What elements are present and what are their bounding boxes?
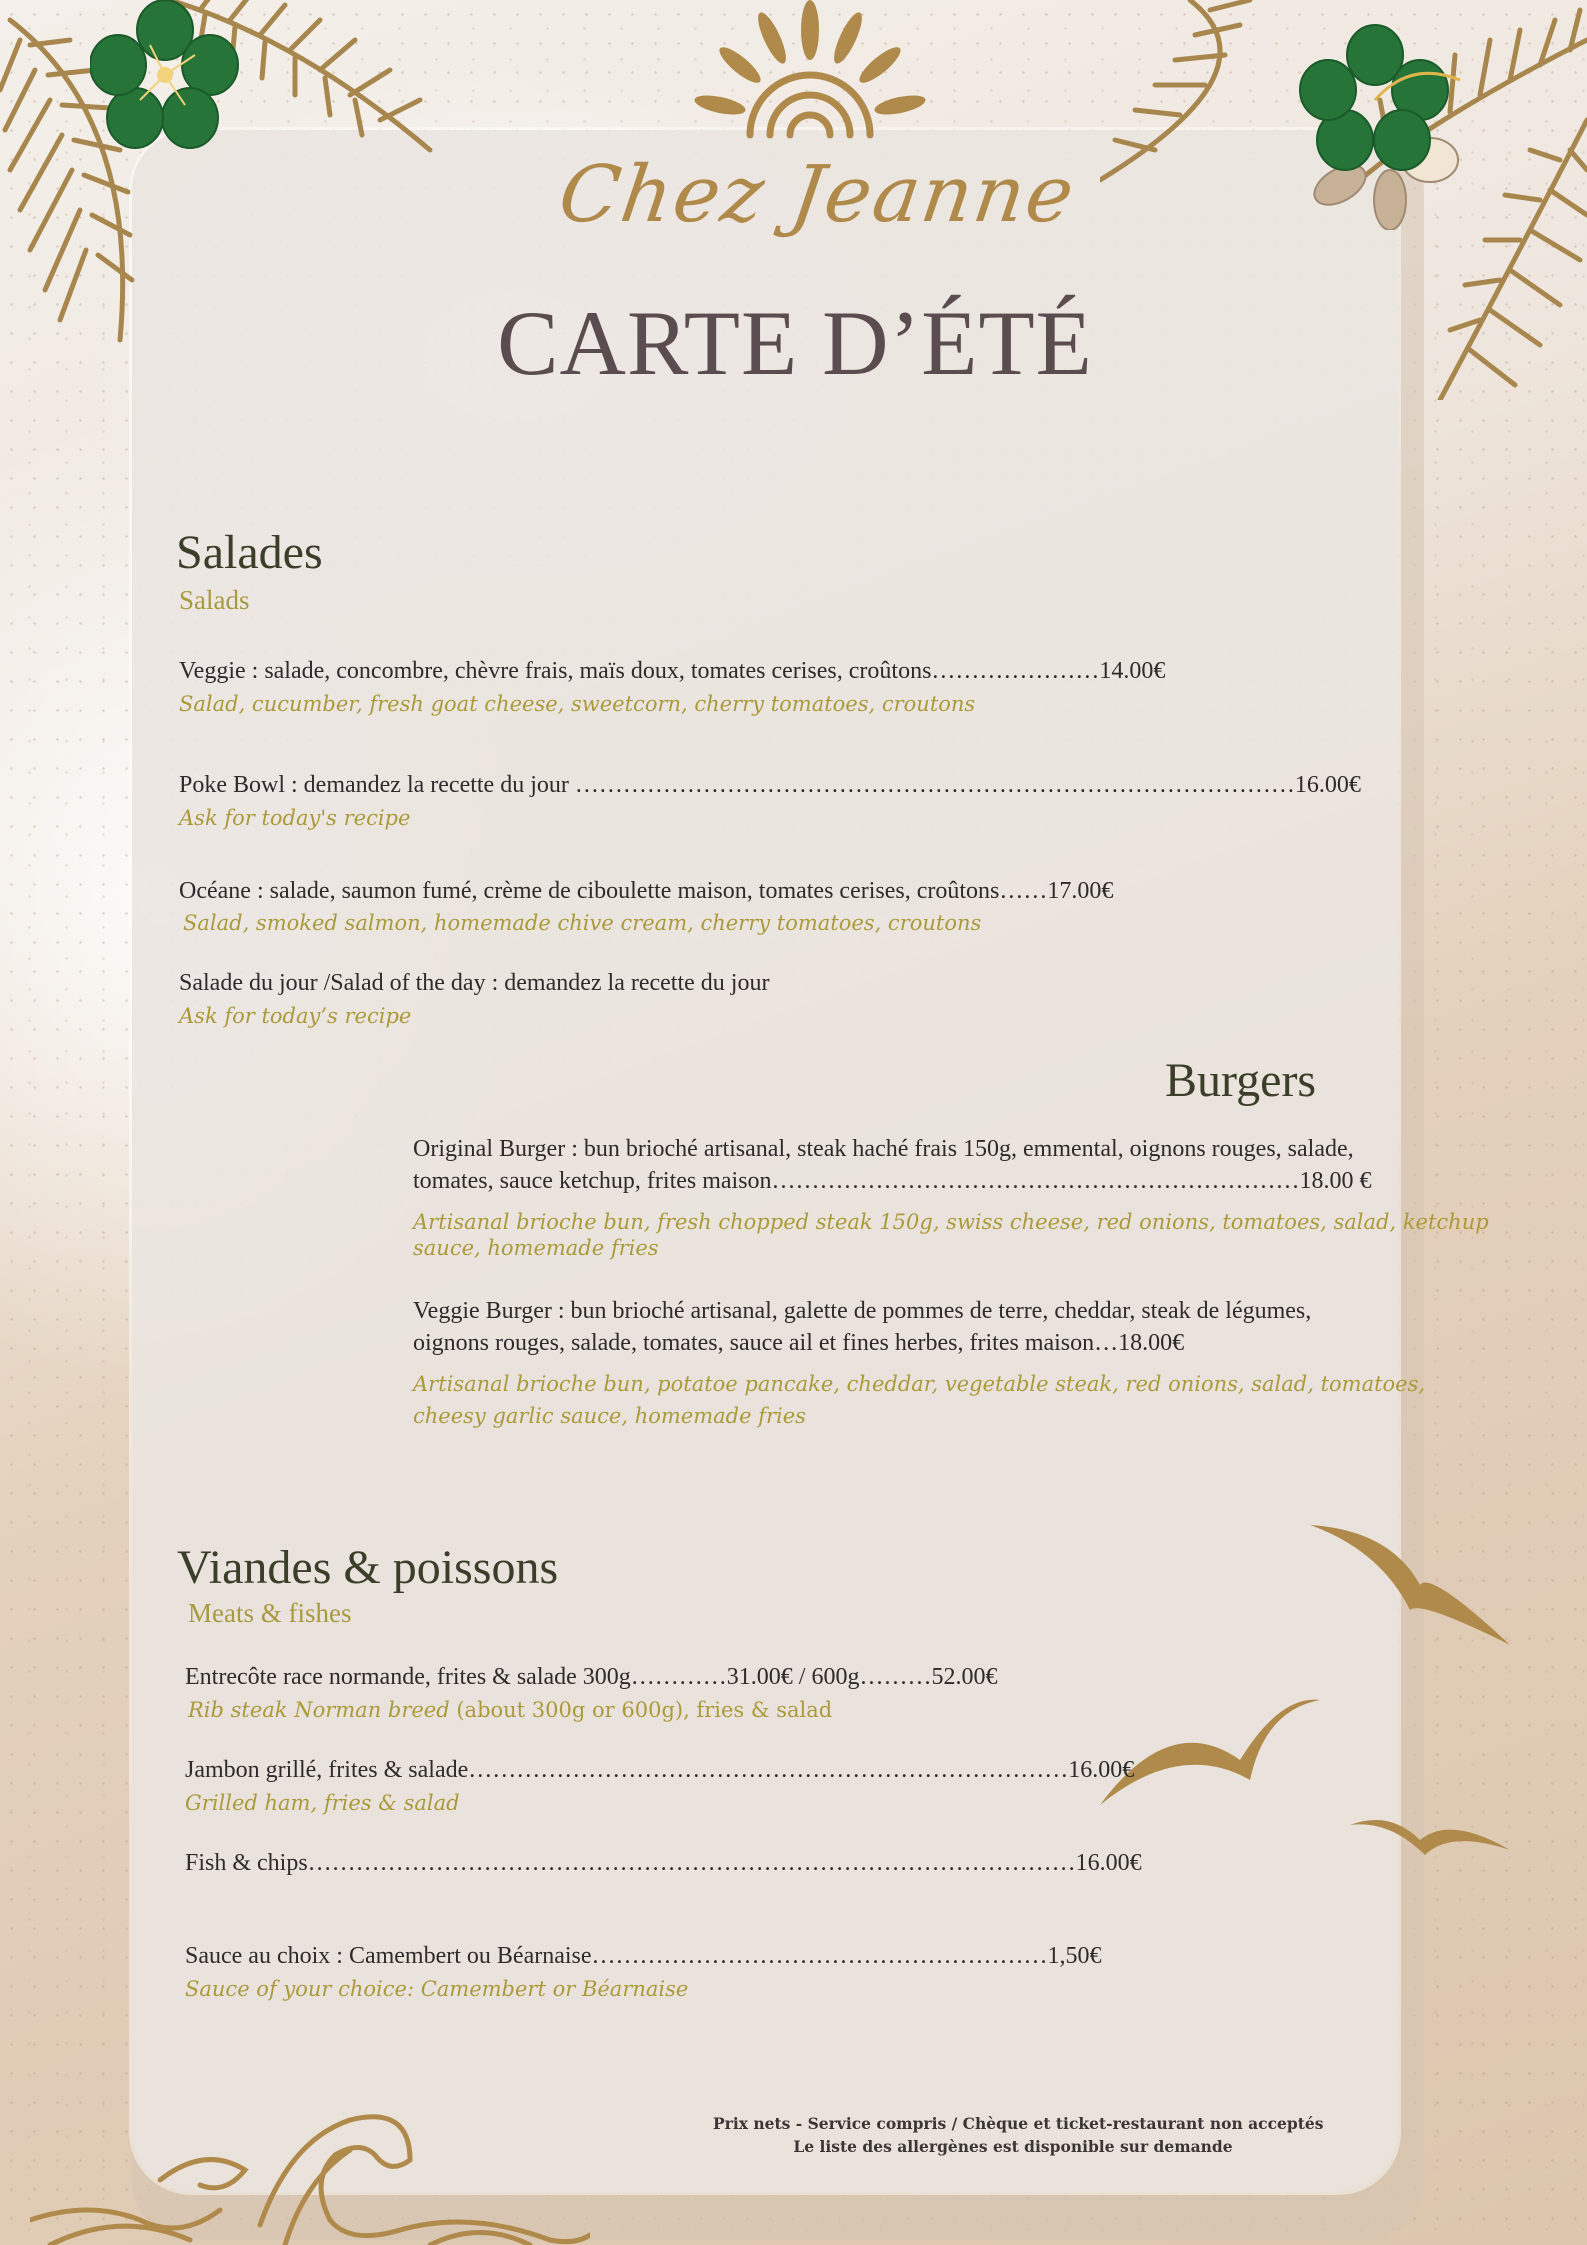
menu-item-salade-du-jour: Salade du jour /Salad of the day : demandez la recette du jour (179, 970, 770, 996)
menu-item-sauce: Sauce au choix : Camembert ou Béarnaise…………………………………………………1,50€ (185, 1943, 1102, 1969)
menu-item-poke-bowl: Poke Bowl : demandez la recette du jour ………………………………………………………………………………16.00€ (179, 772, 1361, 798)
section-title-burgers: Burgers (1165, 1054, 1317, 1107)
menu-item-original-burger: Original Burger : bun brioché artisanal, steak haché frais 150g, emmental, oignons rouges, salade, (413, 1136, 1354, 1162)
menu-item-entrecote-en-italic: Rib steak Norman breed (188, 1698, 450, 1722)
menu-item-veggie-salad-en: Salad, cucumber, fresh goat cheese, sweetcorn, cherry tomatoes, croutons (179, 692, 976, 716)
menu-item-original-burger-en-line2: sauce, homemade fries (413, 1236, 659, 1260)
menu-item-entrecote-en (188, 1698, 832, 1722)
menu-item-oceane: Océane : salade, saumon fumé, crème de ciboulette maison, tomates cerises, croûtons……17.00€ (179, 878, 1114, 904)
footer-note-allergens: Le liste des allergènes est disponible sur demande (793, 2137, 1233, 2156)
section-title-viandes: Viandes & poissons (177, 1541, 559, 1594)
menu-item-fish-chips: Fish & chips……………………………………………………………………………………16.00€ (185, 1850, 1142, 1876)
hibiscus-flower-icon (1290, 20, 1470, 230)
menu-item-jambon-en: Grilled ham, fries & salad (185, 1791, 460, 1815)
menu-item-sauce-en: Sauce of your choice: Camembert or Béarnaise (185, 1977, 689, 2001)
restaurant-name: Chez Jeanne (553, 150, 1081, 240)
hibiscus-flower-icon (90, 0, 240, 150)
menu-item-poke-bowl-en: Ask for today's recipe (179, 806, 411, 830)
menu-item-veggie-burger-en-line2: cheesy garlic sauce, homemade fries (413, 1404, 806, 1428)
menu-item-original-burger-line2: tomates, sauce ketchup, frites maison…………………………………………………………18.00 € (413, 1168, 1372, 1194)
sun-icon (690, 0, 930, 145)
menu-item-entrecote-en-rest: (about 300g or 600g), fries & salad (449, 1698, 833, 1722)
footer-note-prices: Prix nets - Service compris / Chèque et ticket-restaurant non acceptés (713, 2114, 1324, 2133)
menu-item-entrecote: Entrecôte race normande, frites & salade 300g…………31.00€ / 600g………52.00€ (185, 1664, 998, 1690)
menu-item-original-burger-en: Artisanal brioche bun, fresh chopped steak 150g, swiss cheese, red onions, tomatoes, salad, ketchup (413, 1210, 1489, 1234)
section-subtitle-salads: Salads (179, 585, 250, 615)
seagull-icon (1090, 1510, 1560, 1880)
menu-item-veggie-salad: Veggie : salade, concombre, chèvre frais, maïs doux, tomates cerises, croûtons…………………14.00€ (179, 658, 1166, 684)
page-title: CARTE D’ÉTÉ (497, 292, 1093, 394)
menu-item-veggie-burger-line2: oignons rouges, salade, tomates, sauce ail et fines herbes, frites maison…18.00€ (413, 1330, 1185, 1356)
wave-icon (30, 2100, 590, 2245)
section-title-salades: Salades (176, 526, 323, 579)
menu-item-veggie-burger-en: Artisanal brioche bun, potatoe pancake, cheddar, vegetable steak, red onions, salad, tomatoes, (413, 1372, 1426, 1396)
menu-item-salade-du-jour-en: Ask for today’s recipe (179, 1004, 412, 1028)
section-subtitle-meats: Meats & fishes (188, 1598, 352, 1628)
menu-item-oceane-en: Salad, smoked salmon, homemade chive cream, cherry tomatoes, croutons (183, 911, 982, 935)
menu-item-jambon: Jambon grillé, frites & salade…………………………………………………………………16.00€ (185, 1757, 1135, 1783)
menu-item-veggie-burger: Veggie Burger : bun brioché artisanal, galette de pommes de terre, cheddar, steak de légumes, (413, 1298, 1312, 1324)
